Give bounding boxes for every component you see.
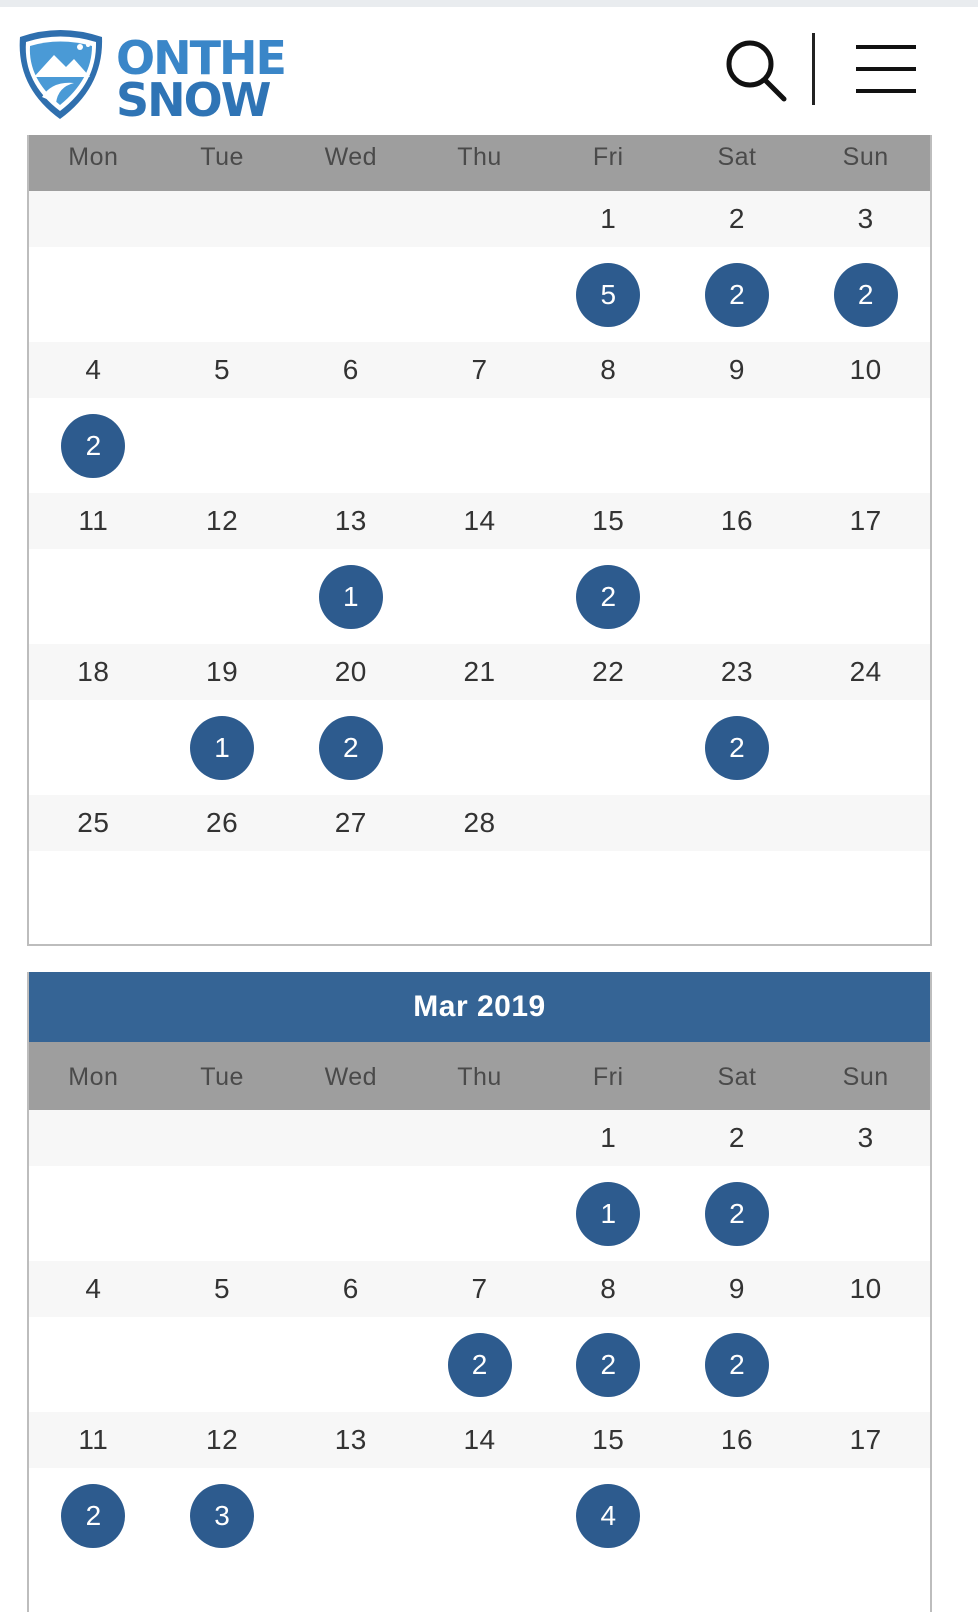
brand-line-1: ONTHE — [116, 31, 285, 85]
day-cell — [29, 1468, 158, 1563]
report-count-badge[interactable]: 1 — [576, 1182, 640, 1246]
day-number: 14 — [463, 1424, 496, 1455]
day-cell — [801, 247, 930, 342]
day-cell — [415, 700, 544, 795]
day-number: 17 — [849, 1424, 882, 1455]
day-number: 15 — [592, 1424, 625, 1455]
report-count-row — [29, 1166, 930, 1261]
day-cell — [286, 700, 415, 795]
day-cell — [801, 851, 930, 946]
day-cell — [544, 700, 673, 795]
report-count-row — [29, 398, 930, 493]
day-cell — [158, 1317, 287, 1412]
day-number: 5 — [214, 354, 231, 385]
report-count-badge[interactable]: 2 — [705, 716, 769, 780]
day-number: 27 — [334, 807, 367, 838]
day-number: 4 — [85, 354, 102, 385]
day-number-row — [29, 644, 930, 700]
day-cell — [673, 247, 802, 342]
day-number: 16 — [720, 1424, 754, 1455]
month-calendar-mar — [27, 972, 932, 1612]
day-cell — [286, 1468, 415, 1563]
report-count-badge[interactable]: 2 — [319, 716, 383, 780]
report-count-badge[interactable]: 2 — [448, 1333, 512, 1397]
day-number: 26 — [206, 807, 239, 838]
calendar-week — [29, 1261, 930, 1412]
weekday-label: Thu — [457, 143, 502, 171]
day-cell — [29, 247, 158, 342]
day-cell — [544, 851, 673, 946]
day-number: 14 — [463, 505, 496, 536]
day-number: 28 — [463, 807, 496, 838]
day-cell — [415, 1468, 544, 1563]
calendar-week — [29, 342, 930, 493]
day-number: 18 — [77, 656, 110, 687]
weekday-label: Mon — [68, 1063, 119, 1091]
day-number: 9 — [728, 354, 745, 385]
calendar-week — [29, 1412, 930, 1563]
day-number: 2 — [728, 1122, 745, 1153]
brand-wordmark — [116, 31, 285, 127]
day-number: 4 — [85, 1273, 102, 1304]
day-number: 22 — [592, 656, 625, 687]
calendar-week — [29, 1110, 930, 1261]
day-cell — [544, 398, 673, 493]
day-number: 19 — [206, 656, 239, 687]
day-cell — [673, 1166, 802, 1261]
day-cell — [673, 398, 802, 493]
day-cell — [673, 1468, 802, 1563]
report-count-badge[interactable]: 2 — [705, 1333, 769, 1397]
day-number: 10 — [849, 1273, 882, 1304]
day-cell — [415, 247, 544, 342]
day-number — [415, 191, 544, 247]
day-number: 3 — [857, 203, 874, 234]
day-cell — [801, 700, 930, 795]
day-cell — [544, 1166, 673, 1261]
day-cell — [158, 247, 287, 342]
day-number-row — [29, 795, 930, 851]
day-number-row — [29, 191, 930, 247]
day-number: 11 — [78, 505, 109, 536]
report-count-row — [29, 1468, 930, 1563]
report-count-badge[interactable]: 2 — [576, 1333, 640, 1397]
day-number: 23 — [720, 656, 754, 687]
weekday-label: Fri — [592, 1063, 624, 1091]
day-number — [286, 191, 415, 247]
day-number: 24 — [849, 656, 882, 687]
day-cell — [801, 1166, 930, 1261]
day-cell — [415, 549, 544, 644]
report-count-row — [29, 1317, 930, 1412]
day-cell — [158, 1166, 287, 1261]
day-number: 8 — [600, 354, 617, 385]
day-number: 2 — [728, 203, 745, 234]
day-cell — [801, 1317, 930, 1412]
day-number: 13 — [334, 505, 367, 536]
day-cell — [286, 398, 415, 493]
calendar-week — [29, 493, 930, 644]
site-logo[interactable] — [12, 25, 312, 125]
month-calendar-feb — [27, 135, 932, 946]
report-count-badge[interactable]: 1 — [319, 565, 383, 629]
day-number: 21 — [463, 656, 496, 687]
day-number: 7 — [471, 1273, 488, 1304]
report-count-row — [29, 700, 930, 795]
day-number: 10 — [849, 354, 882, 385]
day-number — [415, 1110, 544, 1166]
weekday-label: Sun — [842, 1063, 889, 1091]
day-number: 8 — [600, 1273, 617, 1304]
day-cell — [29, 700, 158, 795]
day-number — [29, 1110, 158, 1166]
day-cell — [801, 1468, 930, 1563]
day-cell — [673, 700, 802, 795]
day-cell — [673, 1317, 802, 1412]
day-number-row — [29, 342, 930, 398]
day-number — [29, 191, 158, 247]
menu-button[interactable] — [854, 43, 918, 95]
day-number: 11 — [78, 1424, 109, 1455]
day-number: 5 — [214, 1273, 231, 1304]
day-number — [158, 191, 287, 247]
day-cell — [158, 700, 287, 795]
day-cell — [158, 549, 287, 644]
day-number — [544, 795, 673, 851]
day-number: 7 — [471, 354, 488, 385]
day-number: 6 — [342, 1273, 359, 1304]
day-cell — [158, 1468, 287, 1563]
day-cell — [415, 1317, 544, 1412]
month-title: Mar 2019 — [29, 972, 930, 1042]
calendar-week — [29, 644, 930, 795]
day-cell — [415, 851, 544, 946]
calendar-week — [29, 191, 930, 342]
brand-line-2: SNOW — [116, 73, 270, 127]
site-header — [0, 7, 978, 137]
day-cell — [286, 549, 415, 644]
weekday-label: Sat — [717, 143, 757, 171]
weekday-label: Fri — [592, 143, 624, 171]
day-cell — [673, 549, 802, 644]
day-number-row — [29, 493, 930, 549]
day-cell — [286, 1317, 415, 1412]
day-number: 13 — [334, 1424, 367, 1455]
day-number: 6 — [342, 354, 359, 385]
day-cell — [29, 1317, 158, 1412]
day-cell — [286, 851, 415, 946]
weekday-header — [29, 1042, 930, 1110]
report-count-row — [29, 247, 930, 342]
day-cell — [158, 851, 287, 946]
weekday-label: Mon — [68, 143, 119, 171]
report-count-badge[interactable]: 3 — [190, 1484, 254, 1548]
day-number: 9 — [728, 1273, 745, 1304]
mountain-shield-logo-icon — [12, 25, 108, 121]
day-cell — [158, 398, 287, 493]
day-cell — [801, 549, 930, 644]
weekday-label: Tue — [200, 143, 244, 171]
report-count-badge[interactable]: 4 — [576, 1484, 640, 1548]
calendar-week — [29, 795, 930, 946]
report-count-badge[interactable]: 2 — [705, 1182, 769, 1246]
day-number-row — [29, 1110, 930, 1166]
day-cell — [544, 1317, 673, 1412]
day-cell — [673, 851, 802, 946]
report-count-badge[interactable]: 5 — [576, 263, 640, 327]
day-cell — [415, 1166, 544, 1261]
report-count-badge[interactable]: 2 — [834, 263, 898, 327]
day-cell — [29, 398, 158, 493]
report-count-row — [29, 549, 930, 644]
day-number: 12 — [206, 1424, 239, 1455]
day-cell — [801, 398, 930, 493]
day-number: 1 — [600, 203, 617, 234]
weekday-label: Sat — [717, 1063, 757, 1091]
day-number-row — [29, 1412, 930, 1468]
weekday-label: Tue — [200, 1063, 244, 1091]
hamburger-menu-icon — [854, 43, 918, 95]
day-number — [801, 795, 930, 851]
day-number: 16 — [720, 505, 754, 536]
day-number: 12 — [206, 505, 239, 536]
header-divider — [812, 33, 815, 105]
search-icon — [722, 37, 788, 103]
day-number: 3 — [857, 1122, 874, 1153]
day-cell — [286, 247, 415, 342]
report-count-badge[interactable]: 2 — [576, 565, 640, 629]
day-number: 1 — [600, 1122, 617, 1153]
report-count-badge[interactable]: 2 — [61, 1484, 125, 1548]
day-number: 25 — [77, 807, 110, 838]
day-cell — [29, 851, 158, 946]
weekday-label: Wed — [324, 1063, 378, 1091]
day-number: 15 — [592, 505, 625, 536]
report-count-badge[interactable]: 2 — [61, 414, 125, 478]
day-number — [673, 795, 802, 851]
weekday-label: Sun — [842, 143, 889, 171]
weekday-label: Thu — [457, 1063, 502, 1091]
day-cell — [29, 549, 158, 644]
weekday-header — [29, 135, 930, 191]
day-cell — [544, 247, 673, 342]
day-cell — [29, 1166, 158, 1261]
day-cell — [415, 398, 544, 493]
day-cell — [286, 1166, 415, 1261]
report-count-badge[interactable]: 2 — [705, 263, 769, 327]
day-cell — [544, 549, 673, 644]
day-number — [158, 1110, 287, 1166]
search-button[interactable] — [722, 37, 788, 103]
day-number: 20 — [334, 656, 367, 687]
weekday-label: Wed — [324, 143, 378, 171]
day-cell — [544, 1468, 673, 1563]
top-border — [0, 0, 978, 7]
report-count-badge[interactable]: 1 — [190, 716, 254, 780]
report-count-row — [29, 851, 930, 946]
day-number — [286, 1110, 415, 1166]
day-number-row — [29, 1261, 930, 1317]
day-number: 17 — [849, 505, 882, 536]
